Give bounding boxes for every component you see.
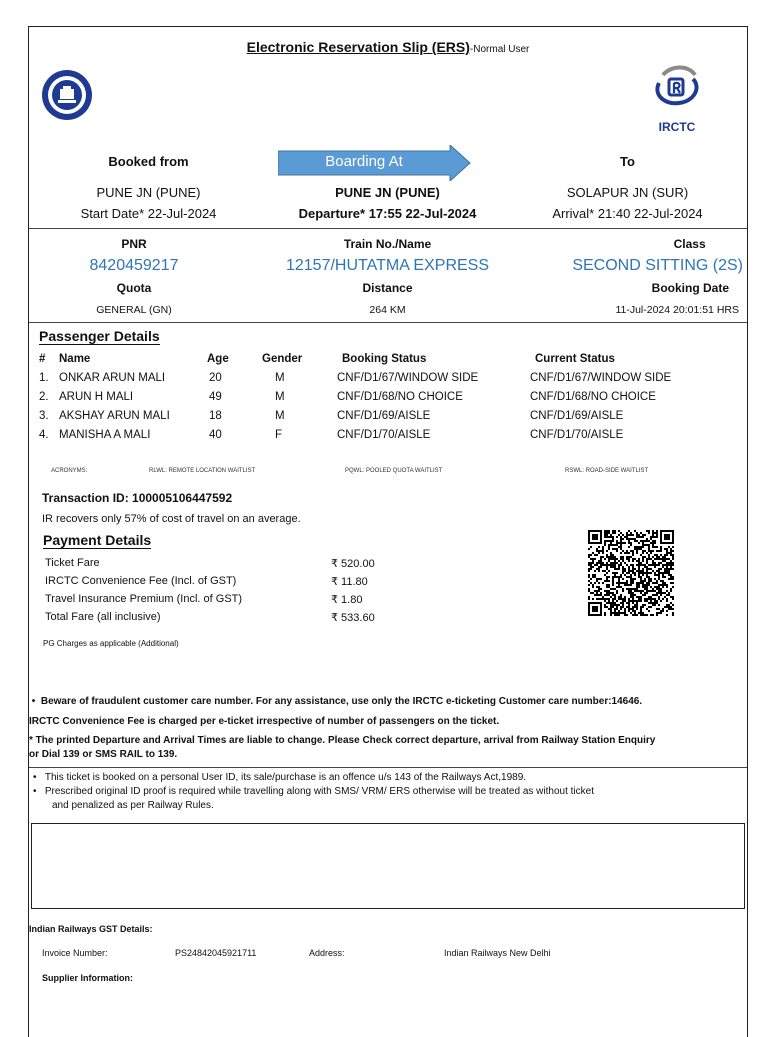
title-suffix: -Normal User <box>469 44 530 55</box>
times-notice-line2: or Dial 139 or SMS RAIL to 139. <box>29 749 178 760</box>
passenger-current-status: CNF/D1/68/NO CHOICE <box>530 391 656 403</box>
boarding-station: PUNE JN (PUNE) <box>335 185 440 200</box>
rule-text: This ticket is booked on a personal User ID, its sale/purchase is an offence u/s 143 of the Railways Act,1989. <box>44 772 527 783</box>
divider <box>29 228 747 229</box>
passenger-gender: F <box>275 429 283 441</box>
passenger-current-status: CNF/D1/67/WINDOW SIDE <box>530 372 672 384</box>
total-fare-amount: ₹ 533.60 <box>331 612 375 624</box>
transaction-id: Transaction ID: 100005106447592 <box>42 491 233 505</box>
passenger-age: 49 <box>209 391 222 403</box>
irctc-logo <box>643 61 713 117</box>
rule-text: Prescribed original ID proof is required while travelling along with SMS/ VRM/ ERS otherwise will be treated as without ticket <box>44 786 594 797</box>
invoice-number: PS24842045921711 <box>175 948 257 958</box>
document-title <box>29 39 747 55</box>
distance-value: 264 KM <box>369 304 406 316</box>
passenger-details-title: Passenger Details <box>39 328 160 344</box>
quota-value: GENERAL (GN) <box>96 304 172 316</box>
acronym-rlwl: RLWL: REMOTE LOCATION WAITLIST <box>149 468 256 474</box>
invoice-label: Invoice Number: <box>42 948 108 958</box>
fraud-notice-text: Beware of fraudulent customer care number. For any assistance, use only the IRCTC e-ticketing Customer care number:14646. <box>40 696 643 707</box>
passenger-gender: M <box>275 372 285 384</box>
passenger-age: 20 <box>209 372 222 384</box>
class-label <box>569 237 739 251</box>
travel-class: SECOND SITTING (2S) <box>572 257 743 274</box>
class-label-text: Class <box>673 237 706 251</box>
start-date: Start Date* 22-Jul-2024 <box>80 206 217 221</box>
col-name: Name <box>59 353 91 365</box>
passenger-booking-status: CNF/D1/69/AISLE <box>337 410 431 422</box>
fare-label: Ticket Fare <box>45 557 100 569</box>
acronym-rswl: RSWL: ROAD-SIDE WAITLIST <box>565 468 649 474</box>
booking-date-label: Booking Date <box>651 281 729 295</box>
passenger-booking-status: CNF/D1/67/WINDOW SIDE <box>337 372 479 384</box>
divider <box>29 767 747 768</box>
fraud-notice <box>29 696 642 707</box>
col-number: # <box>39 353 46 365</box>
passenger-name: MANISHA A MALI <box>59 429 151 441</box>
passenger-name: ONKAR ARUN MALI <box>59 372 166 384</box>
rule-bullet-1 <box>33 772 526 783</box>
irctc-logo-text: IRCTC <box>658 120 696 134</box>
convenience-fee-amount: ₹ 11.80 <box>331 576 368 588</box>
passenger-booking-status: CNF/D1/68/NO CHOICE <box>337 391 463 403</box>
passenger-booking-status: CNF/D1/70/AISLE <box>337 429 431 441</box>
passenger-number: 3. <box>39 410 49 422</box>
booking-date-value: 11-Jul-2024 20:01:51 HRS <box>615 304 739 316</box>
passenger-name: ARUN H MALI <box>59 391 134 403</box>
ers-document <box>28 26 748 1037</box>
to-station: SOLAPUR JN (SUR) <box>566 185 689 200</box>
col-current-status: Current Status <box>535 353 615 365</box>
train-number-name: 12157/HUTATMA EXPRESS <box>285 257 490 274</box>
train-label: Train No./Name <box>343 237 432 251</box>
passenger-number: 2. <box>39 391 49 403</box>
insurance-amount: ₹ 1.80 <box>331 594 363 606</box>
bullet-icon: • <box>29 696 41 707</box>
rule-bullet-2 <box>33 786 594 797</box>
address-value: Indian Railways New Delhi <box>444 948 551 958</box>
blank-panel <box>31 823 745 909</box>
recovery-note: IR recovers only 57% of cost of travel on an average. <box>42 513 301 525</box>
arrival-time: Arrival* 21:40 22-Jul-2024 <box>552 206 703 221</box>
pg-charges-note: PG Charges as applicable (Additional) <box>43 639 179 648</box>
passenger-current-status: CNF/D1/69/AISLE <box>530 410 624 422</box>
insurance-label: Travel Insurance Premium (Incl. of GST) <box>45 593 243 605</box>
times-notice-line1: * The printed Departure and Arrival Times are liable to change. Please Check correct departure, arrival from Railway Station Enquiry <box>29 735 656 746</box>
boarding-at-label: Boarding At <box>325 153 403 170</box>
address-label: Address: <box>309 948 345 958</box>
col-age: Age <box>207 353 229 365</box>
pnr-label: PNR <box>121 237 147 251</box>
total-fare-label: Total Fare (all inclusive) <box>45 611 161 623</box>
pnr-number: 8420459217 <box>89 257 179 274</box>
divider <box>29 322 747 323</box>
passenger-name: AKSHAY ARUN MALI <box>59 410 170 422</box>
convenience-fee-label: IRCTC Convenience Fee (Incl. of GST) <box>45 575 237 587</box>
col-booking-status: Booking Status <box>342 353 427 365</box>
departure-time: Departure* 17:55 22-Jul-2024 <box>298 206 477 221</box>
gst-title: Indian Railways GST Details: <box>29 924 153 934</box>
bullet-icon: • <box>33 772 45 783</box>
acronym-pqwl: PQWL: POOLED QUOTA WAITLIST <box>345 468 443 474</box>
passenger-number: 1. <box>39 372 49 384</box>
distance-label: Distance <box>362 281 413 295</box>
passenger-age: 40 <box>209 429 222 441</box>
quota-label: Quota <box>116 281 152 295</box>
from-station: PUNE JN (PUNE) <box>96 185 201 200</box>
passenger-age: 18 <box>209 410 222 422</box>
supplier-information-label: Supplier Information: <box>42 973 133 983</box>
qr-code <box>588 530 674 616</box>
booked-from-label: Booked from <box>108 154 189 169</box>
passenger-gender: M <box>275 391 285 403</box>
payment-details-title: Payment Details <box>43 532 152 548</box>
fare-amount: ₹ 520.00 <box>331 558 375 570</box>
convenience-fee-notice: IRCTC Convenience Fee is charged per e-ticket irrespective of number of passengers on the ticket. <box>29 716 500 727</box>
passenger-number: 4. <box>39 429 49 441</box>
passenger-current-status: CNF/D1/70/AISLE <box>530 429 624 441</box>
acronyms-label: ACRONYMS: <box>51 468 88 474</box>
indian-railways-logo <box>41 69 93 121</box>
col-gender: Gender <box>262 353 303 365</box>
to-label: To <box>620 154 635 169</box>
passenger-gender: M <box>275 410 285 422</box>
bullet-icon: • <box>33 786 45 797</box>
title-main: Electronic Reservation Slip (ERS) <box>246 39 470 55</box>
rule-bullet-2-cont: and penalized as per Railway Rules. <box>52 800 214 811</box>
